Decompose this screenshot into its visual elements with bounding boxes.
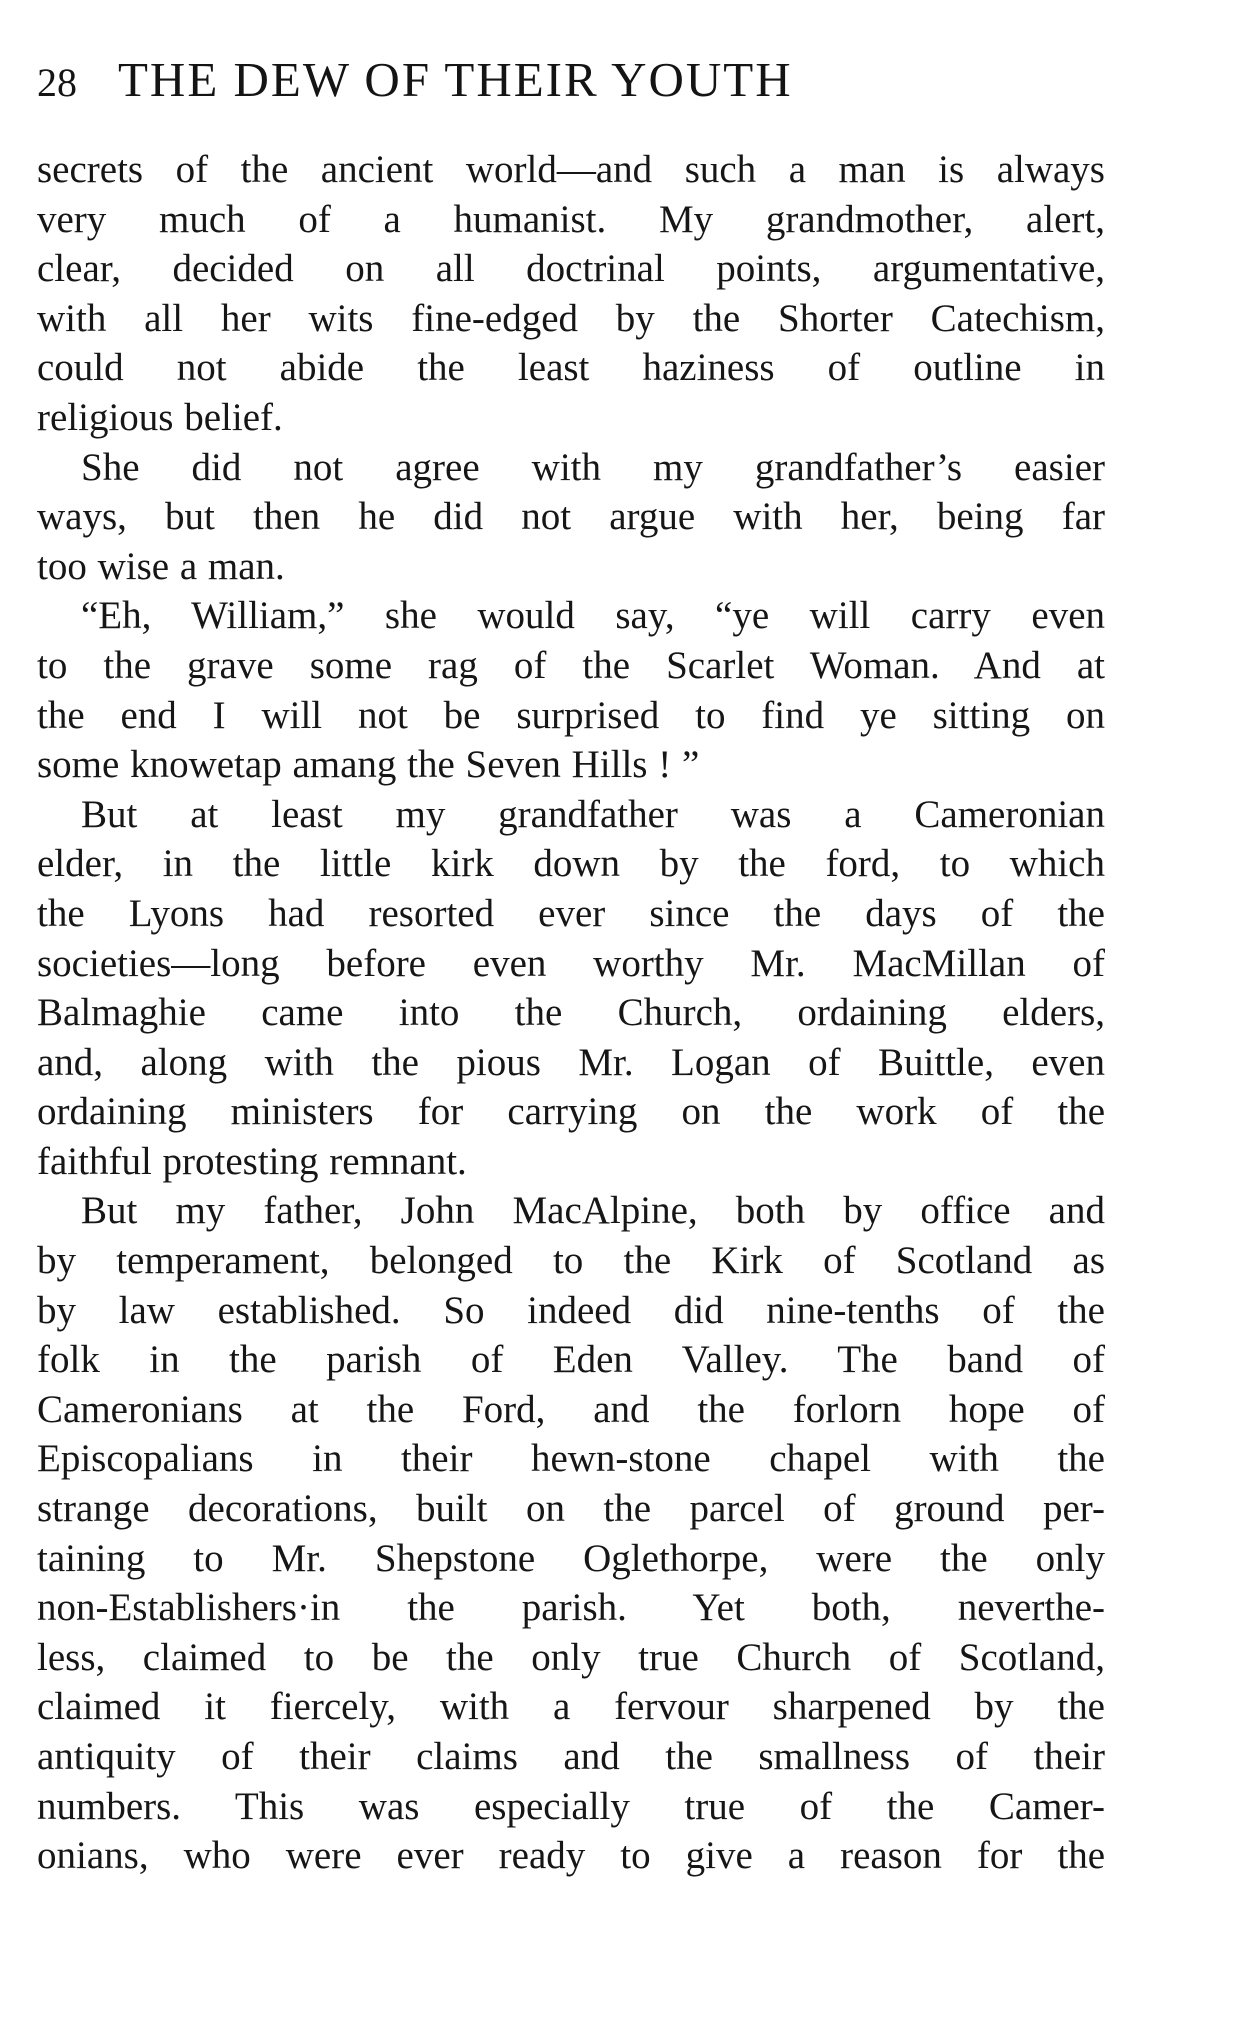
text-line: ways, but then he did not argue with her, being far — [37, 495, 1105, 539]
text-line: faithful protesting remnant. — [37, 1139, 467, 1183]
text-line: numbers. This was especially true of the Camer- — [37, 1784, 1105, 1828]
page-header — [37, 48, 1097, 112]
text-line: some knowetap amang the Seven Hills ! ” — [37, 743, 700, 787]
text-line: ordaining ministers for carrying on the work of the — [37, 1090, 1105, 1134]
paragraph-first-line: But my father, John MacAlpine, both by office and — [81, 1189, 1105, 1233]
text-line: societies—long before even worthy Mr. MacMillan of — [37, 941, 1105, 985]
text-line: too wise a man. — [37, 544, 285, 588]
paragraph-first-line: But at least my grandfather was a Cameronian — [81, 792, 1105, 836]
text-line: Cameronians at the Ford, and the forlorn hope of — [37, 1387, 1105, 1431]
text-line: clear, decided on all doctrinal points, argumentative, — [37, 247, 1105, 291]
text-line: less, claimed to be the only true Church of Scotland, — [37, 1635, 1105, 1679]
paragraph-first-line: “Eh, William,” she would say, “ye will carry even — [81, 594, 1105, 638]
text-line: claimed it fiercely, with a fervour sharpened by the — [37, 1685, 1105, 1729]
text-line: taining to Mr. Shepstone Oglethorpe, were the only — [37, 1536, 1105, 1580]
text-line: by temperament, belonged to the Kirk of Scotland as — [37, 1239, 1105, 1283]
text-line: antiquity of their claims and the smallness of their — [37, 1735, 1105, 1778]
text-line: the Lyons had resorted ever since the days of the — [37, 891, 1105, 935]
text-line: religious belief. — [37, 395, 283, 439]
text-line: elder, in the little kirk down by the ford, to which — [37, 842, 1105, 886]
text-line: with all her wits fine-edged by the Shorter Catechism, — [37, 296, 1105, 340]
text-line: secrets of the ancient world—and such a man is always — [37, 148, 1105, 191]
text-line: and, along with the pious Mr. Logan of Buittle, even — [37, 1040, 1105, 1084]
text-line: very much of a humanist. My grandmother, alert, — [37, 197, 1105, 241]
text-line: strange decorations, built on the parcel of ground per- — [37, 1487, 1105, 1531]
text-line: non-Establishers·in the parish. Yet both, neverthe- — [37, 1586, 1105, 1630]
running-title: THE DEW OF THEIR YOUTH — [118, 52, 793, 107]
text-line: by law established. So indeed did nine-tenths of the — [37, 1288, 1105, 1332]
text-line: Episcopalians in their hewn-stone chapel with the — [37, 1437, 1105, 1481]
text-line: folk in the parish of Eden Valley. The band of — [37, 1338, 1105, 1382]
text-line: onians, who were ever ready to give a reason for the — [37, 1834, 1105, 1878]
text-line: Balmaghie came into the Church, ordaining elders, — [37, 991, 1105, 1035]
body-text — [37, 145, 1105, 1881]
text-line: to the grave some rag of the Scarlet Woman. And at — [37, 643, 1105, 687]
text-line: the end I will not be surprised to find ye sitting on — [37, 693, 1105, 737]
paragraph-first-line: She did not agree with my grandfather’s easier — [81, 445, 1105, 489]
text-line: could not abide the least haziness of outline in — [37, 346, 1105, 390]
page-number: 28 — [37, 60, 77, 105]
